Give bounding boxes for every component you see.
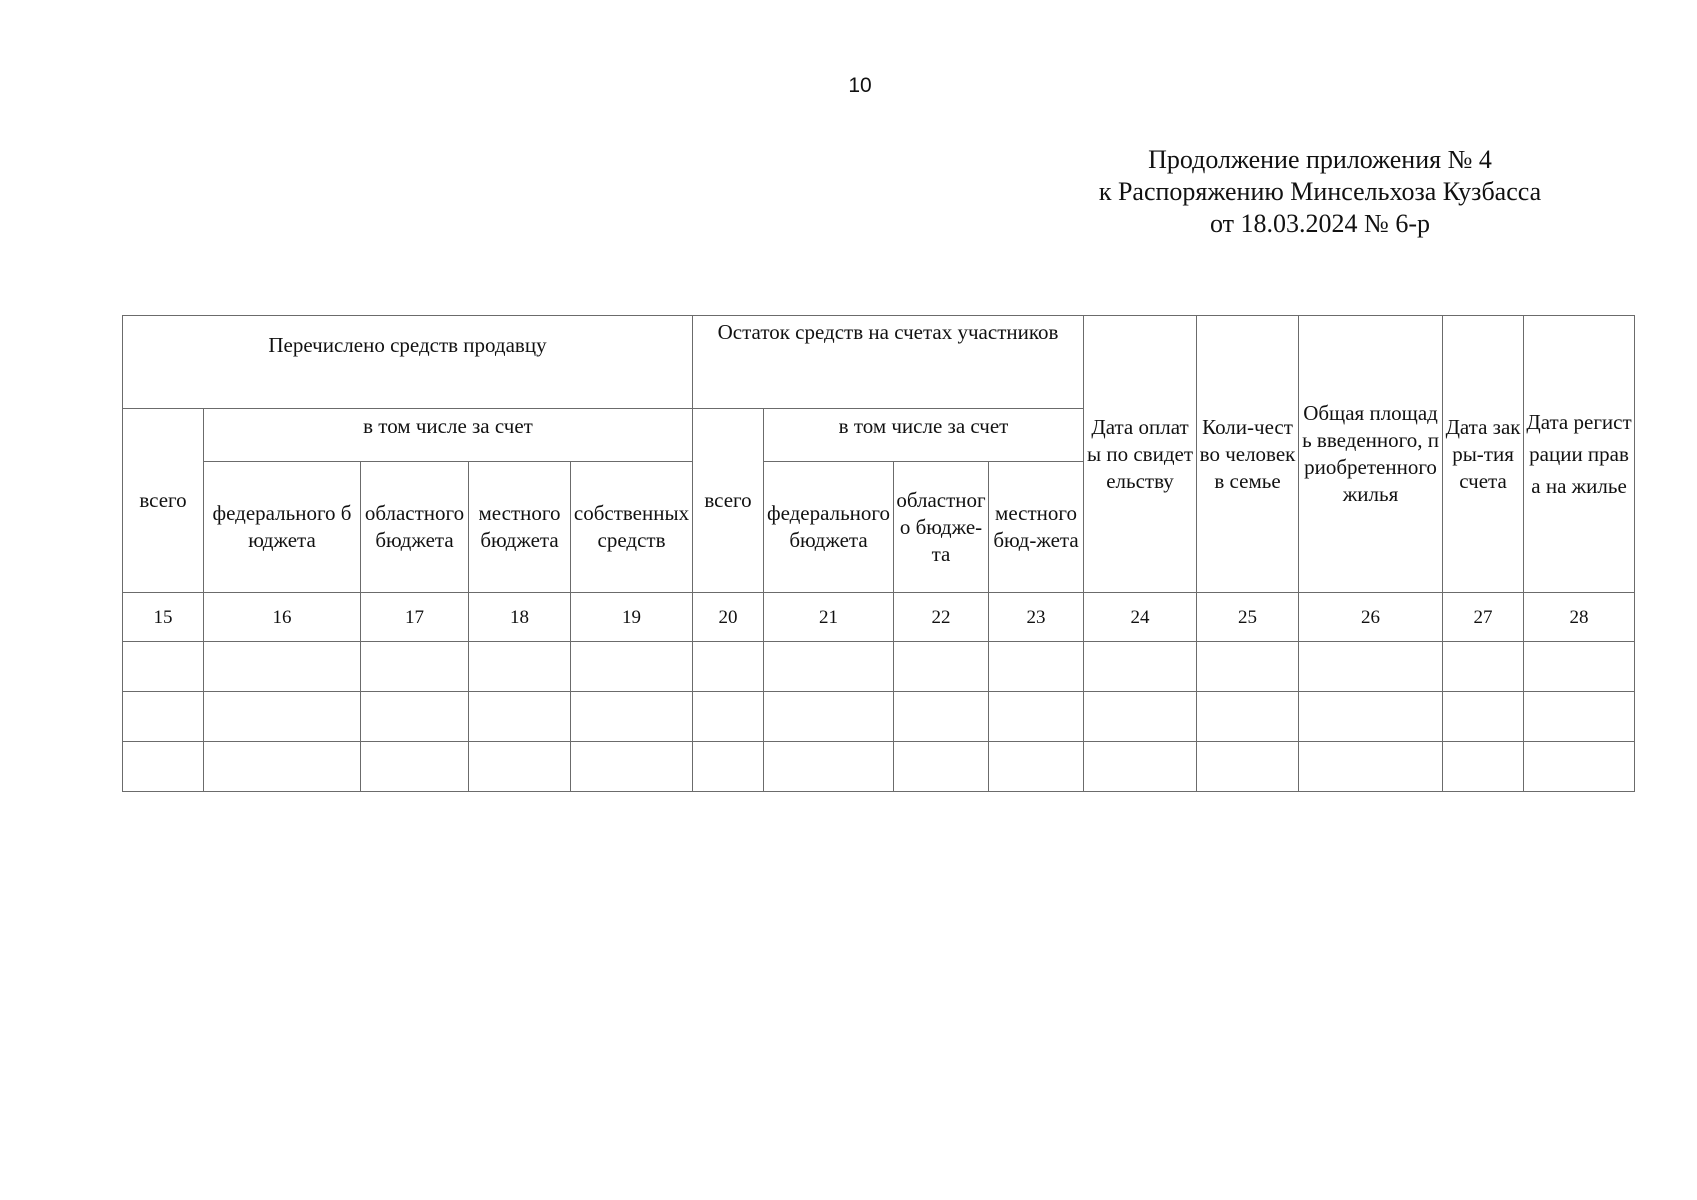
report-table — [122, 315, 1635, 792]
table-cell — [1443, 692, 1524, 742]
table-cell — [989, 692, 1084, 742]
table-cell — [204, 642, 361, 692]
column-number: 26 — [1299, 593, 1443, 642]
column-number: 28 — [1524, 593, 1635, 642]
table-cell — [1197, 692, 1299, 742]
column-number: 18 — [469, 593, 571, 642]
table-cell — [204, 742, 361, 792]
table-cell — [123, 692, 204, 742]
table-cell — [571, 692, 693, 742]
table-cell — [764, 742, 894, 792]
including-balance-header: в том числе за счет — [764, 409, 1084, 462]
col-17-header: областного бюджета — [361, 462, 469, 593]
table-cell — [764, 692, 894, 742]
column-number: 16 — [204, 593, 361, 642]
table-cell — [693, 642, 764, 692]
table-cell — [571, 642, 693, 692]
group-transferred-header: Перечислено средств продавцу — [123, 316, 693, 409]
col-24-header: Дата оплаты по свидетельству — [1084, 316, 1197, 593]
table-row — [123, 692, 1635, 742]
col-15-header: всего — [123, 409, 204, 593]
column-number: 23 — [989, 593, 1084, 642]
table-cell — [123, 642, 204, 692]
table-cell — [469, 742, 571, 792]
table-cell — [1524, 642, 1635, 692]
table-cell — [894, 742, 989, 792]
col-21-header: федерального бюджета — [764, 462, 894, 593]
column-number: 21 — [764, 593, 894, 642]
column-number: 20 — [693, 593, 764, 642]
col-26-header: Общая площадь введенного, приобретенного жилья — [1299, 316, 1443, 593]
table-cell — [123, 742, 204, 792]
appendix-header-line-2: к Распоряжению Минсельхоза Кузбасса — [1098, 177, 1542, 206]
table-cell — [1084, 642, 1197, 692]
col-25-header: Коли-чество человек в семье — [1197, 316, 1299, 593]
table-cell — [1443, 742, 1524, 792]
column-number: 27 — [1443, 593, 1524, 642]
table-cell — [1299, 692, 1443, 742]
table-cell — [1524, 692, 1635, 742]
table-cell — [361, 692, 469, 742]
col-28-header: Дата регистрации права на жилье — [1524, 316, 1635, 593]
table-row — [123, 642, 1635, 692]
table-cell — [1524, 742, 1635, 792]
table-cell — [1084, 692, 1197, 742]
table-cell — [894, 692, 989, 742]
col-20-header: всего — [693, 409, 764, 593]
column-number: 19 — [571, 593, 693, 642]
column-number: 25 — [1197, 593, 1299, 642]
col-18-header: местного бюджета — [469, 462, 571, 593]
column-number: 24 — [1084, 593, 1197, 642]
col-23-header: местного бюд-жета — [989, 462, 1084, 593]
table-cell — [1197, 742, 1299, 792]
table-cell — [1197, 642, 1299, 692]
table-cell — [1084, 742, 1197, 792]
col-16-header: федерального бюджета — [204, 462, 361, 593]
empty-rows — [123, 642, 1635, 792]
table-cell — [1443, 642, 1524, 692]
table-cell — [989, 642, 1084, 692]
table-cell — [693, 692, 764, 742]
column-number: 15 — [123, 593, 204, 642]
table-cell — [571, 742, 693, 792]
including-transferred-header: в том числе за счет — [204, 409, 693, 462]
col-19-header: собственных средств — [571, 462, 693, 593]
appendix-header-line-1: Продолжение приложения № 4 — [1148, 145, 1492, 174]
table-cell — [1299, 742, 1443, 792]
table-cell — [1299, 642, 1443, 692]
col-27-header: Дата закры-тия счета — [1443, 316, 1524, 593]
header-row-1 — [123, 316, 1635, 409]
column-numbers-row — [123, 593, 1635, 642]
column-number: 17 — [361, 593, 469, 642]
table-cell — [361, 742, 469, 792]
table-cell — [469, 642, 571, 692]
column-number: 22 — [894, 593, 989, 642]
table-cell — [469, 692, 571, 742]
appendix-header-line-3: от 18.03.2024 № 6-р — [1210, 209, 1430, 238]
table-cell — [361, 642, 469, 692]
table-cell — [894, 642, 989, 692]
table-cell — [764, 642, 894, 692]
col-22-header: областного бюдже-та — [894, 462, 989, 593]
appendix-header — [1060, 144, 1580, 240]
table-cell — [989, 742, 1084, 792]
table-cell — [693, 742, 764, 792]
group-balance-header: Остаток средств на счетах участников — [693, 316, 1084, 409]
table-row — [123, 742, 1635, 792]
page-number: 10 — [848, 74, 872, 97]
table-cell — [204, 692, 361, 742]
